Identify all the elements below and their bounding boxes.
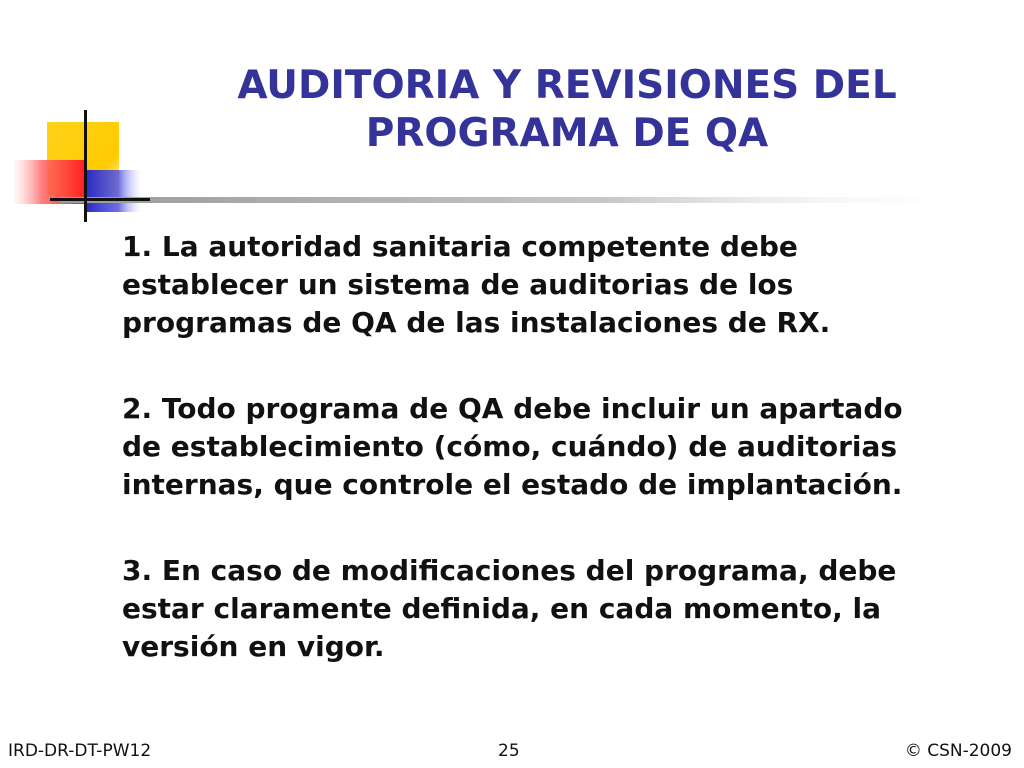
horizontal-rule-dark <box>50 198 150 201</box>
vertical-rule <box>84 110 87 222</box>
paragraph-line: 3. En caso de modificaciones del programa, debe <box>122 554 897 587</box>
footer-copyright: © CSN-2009 <box>904 741 1012 761</box>
paragraph-line: versión en vigor. <box>122 630 385 663</box>
paragraph-line: programas de QA de las instalaciones de RX. <box>122 306 831 339</box>
paragraph-line: estar claramente definida, en cada momento, la <box>122 592 882 625</box>
footer-page-number: 25 <box>498 741 520 761</box>
paragraph-line: 2. Todo programa de QA debe incluir un apartado <box>122 392 903 425</box>
paragraph-line: internas, que controle el estado de implantación. <box>122 468 903 501</box>
footer-document-code: IRD-DR-DT-PW12 <box>8 741 152 761</box>
paragraph-line: de establecimiento (cómo, cuándo) de auditorias <box>122 430 898 463</box>
slide-title <box>150 62 984 158</box>
paragraph-1 <box>122 228 1002 342</box>
blue-square <box>86 170 140 212</box>
content-list <box>122 228 1002 714</box>
horizontal-rule <box>60 197 980 203</box>
title-line-2: PROGRAMA DE QA <box>365 111 769 156</box>
paragraph-line: establecer un sistema de auditorias de los <box>122 268 794 301</box>
title-line-1: AUDITORIA Y REVISIONES DEL <box>237 63 897 108</box>
paragraph-2 <box>122 390 1002 504</box>
paragraph-line: 1. La autoridad sanitaria competente debe <box>122 230 798 263</box>
paragraph-3 <box>122 552 1002 666</box>
